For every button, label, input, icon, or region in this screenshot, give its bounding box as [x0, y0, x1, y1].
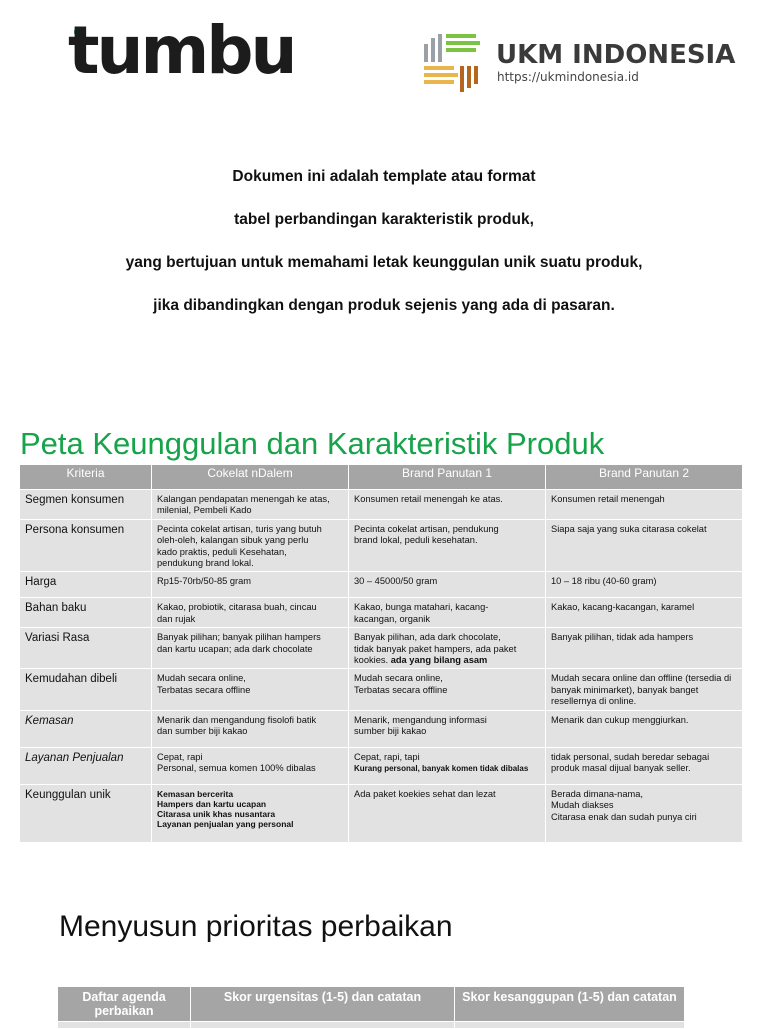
table-cell: Kakao, probiotik, citarasa buah, cincau dan rujak [152, 598, 349, 628]
table-cell: Kalangan pendapatan menengah ke atas, milenial, Pembeli Kado [152, 490, 349, 520]
table-cell: 10 – 18 ribu (40-60 gram) [546, 572, 743, 598]
table-cell: Pecinta cokelat artisan, turis yang butuh oleh-oleh, kalangan sibuk yang perlu kado praktis, peduli Kesehatan, pendukung brand lokal. [152, 519, 349, 572]
column-header: Cokelat nDalem [152, 465, 349, 490]
column-header: Brand Panutan 1 [349, 465, 546, 490]
table-cell: Kemasan bercerita Hampers dan kartu ucapan Citarasa unik khas nusantara Layanan penjualan yang personal [152, 784, 349, 842]
table-cell: Banyak pilihan, tidak ada hampers [546, 628, 743, 669]
table-cell: Mudah secara online dan offline (tersedia di banyak minimarket), banyak banget resellernya di online. [546, 669, 743, 710]
characteristics-table [19, 464, 743, 843]
table-cell: Menarik dan cukup menggiurkan. [546, 710, 743, 747]
table-row [58, 1022, 685, 1029]
table-row [20, 669, 743, 710]
table-cell: 30 – 45000/50 gram [349, 572, 546, 598]
table-cell: Menarik dan mengandung fisolofi batik dan sumber biji kakao [152, 710, 349, 747]
table-row [20, 519, 743, 572]
priority-table [57, 986, 685, 1029]
table-cell: Kakao, kacang-kacangan, karamel [546, 598, 743, 628]
tumbu-wordmark: tumbu [68, 12, 295, 89]
table-cell: Banyak pilihan, ada dark chocolate, tidak banyak paket hampers, ada paket kookies. ada yang bilang asam [349, 628, 546, 669]
ukm-indonesia-logo [420, 30, 740, 96]
intro-line: jika dibandingkan dengan produk sejenis yang ada di pasaran. [153, 297, 615, 314]
table-header-row [20, 465, 743, 490]
criterion-cell: Segmen konsumen [20, 490, 152, 520]
table-cell: Rp15-70rb/50-85 gram [152, 572, 349, 598]
criterion-cell: Persona konsumen [20, 519, 152, 572]
table-row [20, 628, 743, 669]
criterion-cell: Harga [20, 572, 152, 598]
table-row [20, 747, 743, 784]
criterion-cell: Kemasan [20, 710, 152, 747]
table-row [20, 784, 743, 842]
table-row [20, 572, 743, 598]
table-cell: tidak personal, sudah beredar sebagai produk masal dijual banyak seller. [546, 747, 743, 784]
intro-line: Dokumen ini adalah template atau format [232, 168, 536, 185]
criterion-cell: Variasi Rasa [20, 628, 152, 669]
table-cell: Mudah secara online, Terbatas secara offline [349, 669, 546, 710]
column-header: Kriteria [20, 465, 152, 490]
tumbu-logo [68, 12, 318, 92]
column-header: Skor urgensitas (1-5) dan catatan [191, 987, 455, 1022]
table-cell: Siapa saja yang suka citarasa cokelat [546, 519, 743, 572]
table-row [20, 710, 743, 747]
criterion-cell: Kemudahan dibeli [20, 669, 152, 710]
table-row [20, 598, 743, 628]
ukm-mark-icon [420, 30, 486, 96]
section-title-priorities: Menyusun prioritas perbaikan [59, 910, 453, 943]
table-cell: Cepat, rapi Personal, semua komen 100% dibalas [152, 747, 349, 784]
table-cell: Mudah secara online, Terbatas secara offline [152, 669, 349, 710]
column-header: Brand Panutan 2 [546, 465, 743, 490]
column-header: Skor kesanggupan (1-5) dan catatan [455, 987, 685, 1022]
intro-text [0, 164, 768, 336]
criterion-cell: Keunggulan unik [20, 784, 152, 842]
criterion-cell: Bahan baku [20, 598, 152, 628]
table-header-row [58, 987, 685, 1022]
criterion-cell: Layanan Penjualan [20, 747, 152, 784]
table-cell: Ada paket koekies sehat dan lezat [349, 784, 546, 842]
ukm-wordmark: UKM INDONESIA [496, 40, 736, 70]
intro-line: yang bertujuan untuk memahami letak keunggulan unik suatu produk, [125, 254, 643, 271]
table-cell: Banyak pilihan; banyak pilihan hampers dan kartu ucapan; ada dark chocolate [152, 628, 349, 669]
table-cell [455, 1022, 685, 1029]
table-cell: Menarik, mengandung informasi sumber biji kakao [349, 710, 546, 747]
table-cell: Konsumen retail menengah ke atas. [349, 490, 546, 520]
ukm-url: https://ukmindonesia.id [497, 70, 639, 84]
section-title-characteristics: Peta Keunggulan dan Karakteristik Produk [20, 426, 605, 461]
table-cell: Berada dimana-nama, Mudah diakses Citarasa enak dan sudah punya ciri [546, 784, 743, 842]
table-cell [58, 1022, 191, 1029]
table-cell: Pecinta cokelat artisan, pendukung brand lokal, peduli kesehatan. [349, 519, 546, 572]
table-cell: Konsumen retail menengah [546, 490, 743, 520]
intro-line: tabel perbandingan karakteristik produk, [234, 211, 534, 228]
table-cell: Kakao, bunga matahari, kacang- kacangan, organik [349, 598, 546, 628]
table-cell: Cepat, rapi, tapi Kurang personal, banyak komen tidak dibalas [349, 747, 546, 784]
column-header: Daftar agenda perbaikan [58, 987, 191, 1022]
table-row [20, 490, 743, 520]
table-cell [191, 1022, 455, 1029]
